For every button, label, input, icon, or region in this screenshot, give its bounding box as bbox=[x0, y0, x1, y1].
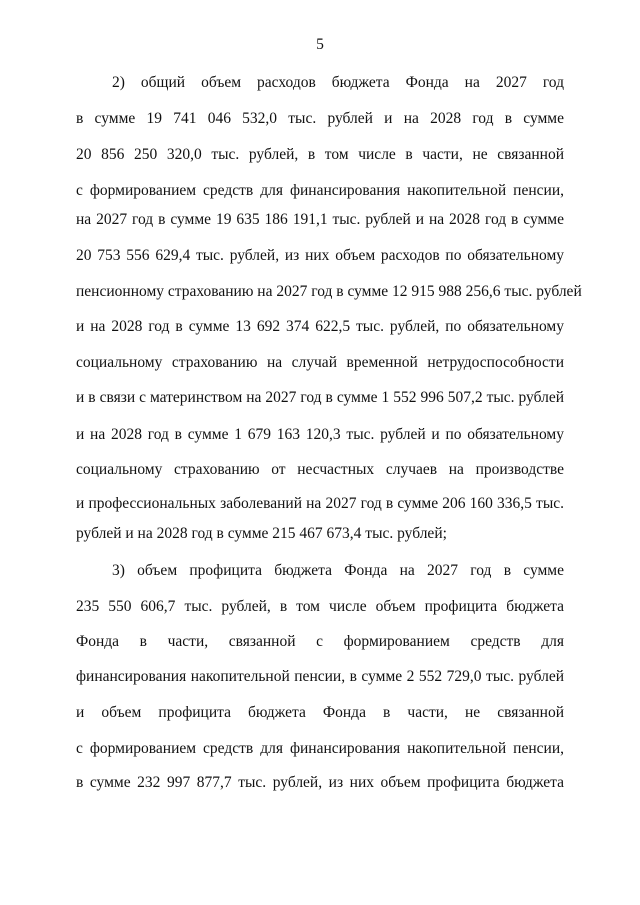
paragraph-3-line-2: 235 550 606,7 тыс. рублей, в том числе объем профицита бюджета bbox=[76, 598, 564, 615]
paragraph-3-line-1: 3) объем профицита бюджета Фонда на 2027 год в сумме bbox=[112, 562, 564, 579]
paragraph-2-line-3: 20 856 250 320,0 тыс. рублей, в том числе в части, не связанной bbox=[76, 146, 564, 163]
paragraph-2-line-10: и в связи с материнством на 2027 год в сумме 1 552 996 507,2 тыс. рублей bbox=[76, 389, 564, 406]
paragraph-2-line-9: социальному страхованию на случай временной нетрудоспособности bbox=[76, 354, 564, 371]
paragraph-2-line-4: с формированием средств для финансирования накопительной пенсии, bbox=[76, 182, 564, 199]
paragraph-2-line-13: и профессиональных заболеваний на 2027 год в сумме 206 160 336,5 тыс. bbox=[76, 495, 564, 512]
paragraph-2-line-8: и на 2028 год в сумме 13 692 374 622,5 тыс. рублей, по обязательному bbox=[76, 318, 564, 335]
paragraph-2-line-6: 20 753 556 629,4 тыс. рублей, из них объем расходов по обязательному bbox=[76, 247, 564, 264]
paragraph-3-line-4: финансирования накопительной пенсии, в сумме 2 552 729,0 тыс. рублей bbox=[76, 668, 564, 685]
paragraph-3-line-7: в сумме 232 997 877,7 тыс. рублей, из них объем профицита бюджета bbox=[76, 774, 564, 791]
paragraph-2-line-14: рублей и на 2028 год в сумме 215 467 673,4 тыс. рублей; bbox=[76, 525, 447, 542]
page-number: 5 bbox=[316, 36, 324, 53]
paragraph-2-line-7: пенсионному страхованию на 2027 год в сумме 12 915 988 256,6 тыс. рублей bbox=[76, 283, 582, 300]
paragraph-3-line-3: Фонда в части, связанной с формированием средств для bbox=[76, 633, 564, 650]
paragraph-2-line-11: и на 2028 год в сумме 1 679 163 120,3 тыс. рублей и по обязательному bbox=[76, 426, 564, 443]
paragraph-2-line-12: социальному страхованию от несчастных случаев на производстве bbox=[76, 461, 564, 478]
paragraph-2-line-1: 2) общий объем расходов бюджета Фонда на 2027 год bbox=[112, 74, 564, 91]
paragraph-3-line-5: и объем профицита бюджета Фонда в части, не связанной bbox=[76, 704, 564, 721]
paragraph-2-line-5: на 2027 год в сумме 19 635 186 191,1 тыс. рублей и на 2028 год в сумме bbox=[76, 211, 564, 228]
paragraph-3-line-6: с формированием средств для финансирования накопительной пенсии, bbox=[76, 740, 564, 757]
paragraph-2-line-2: в сумме 19 741 046 532,0 тыс. рублей и на 2028 год в сумме bbox=[76, 110, 564, 127]
